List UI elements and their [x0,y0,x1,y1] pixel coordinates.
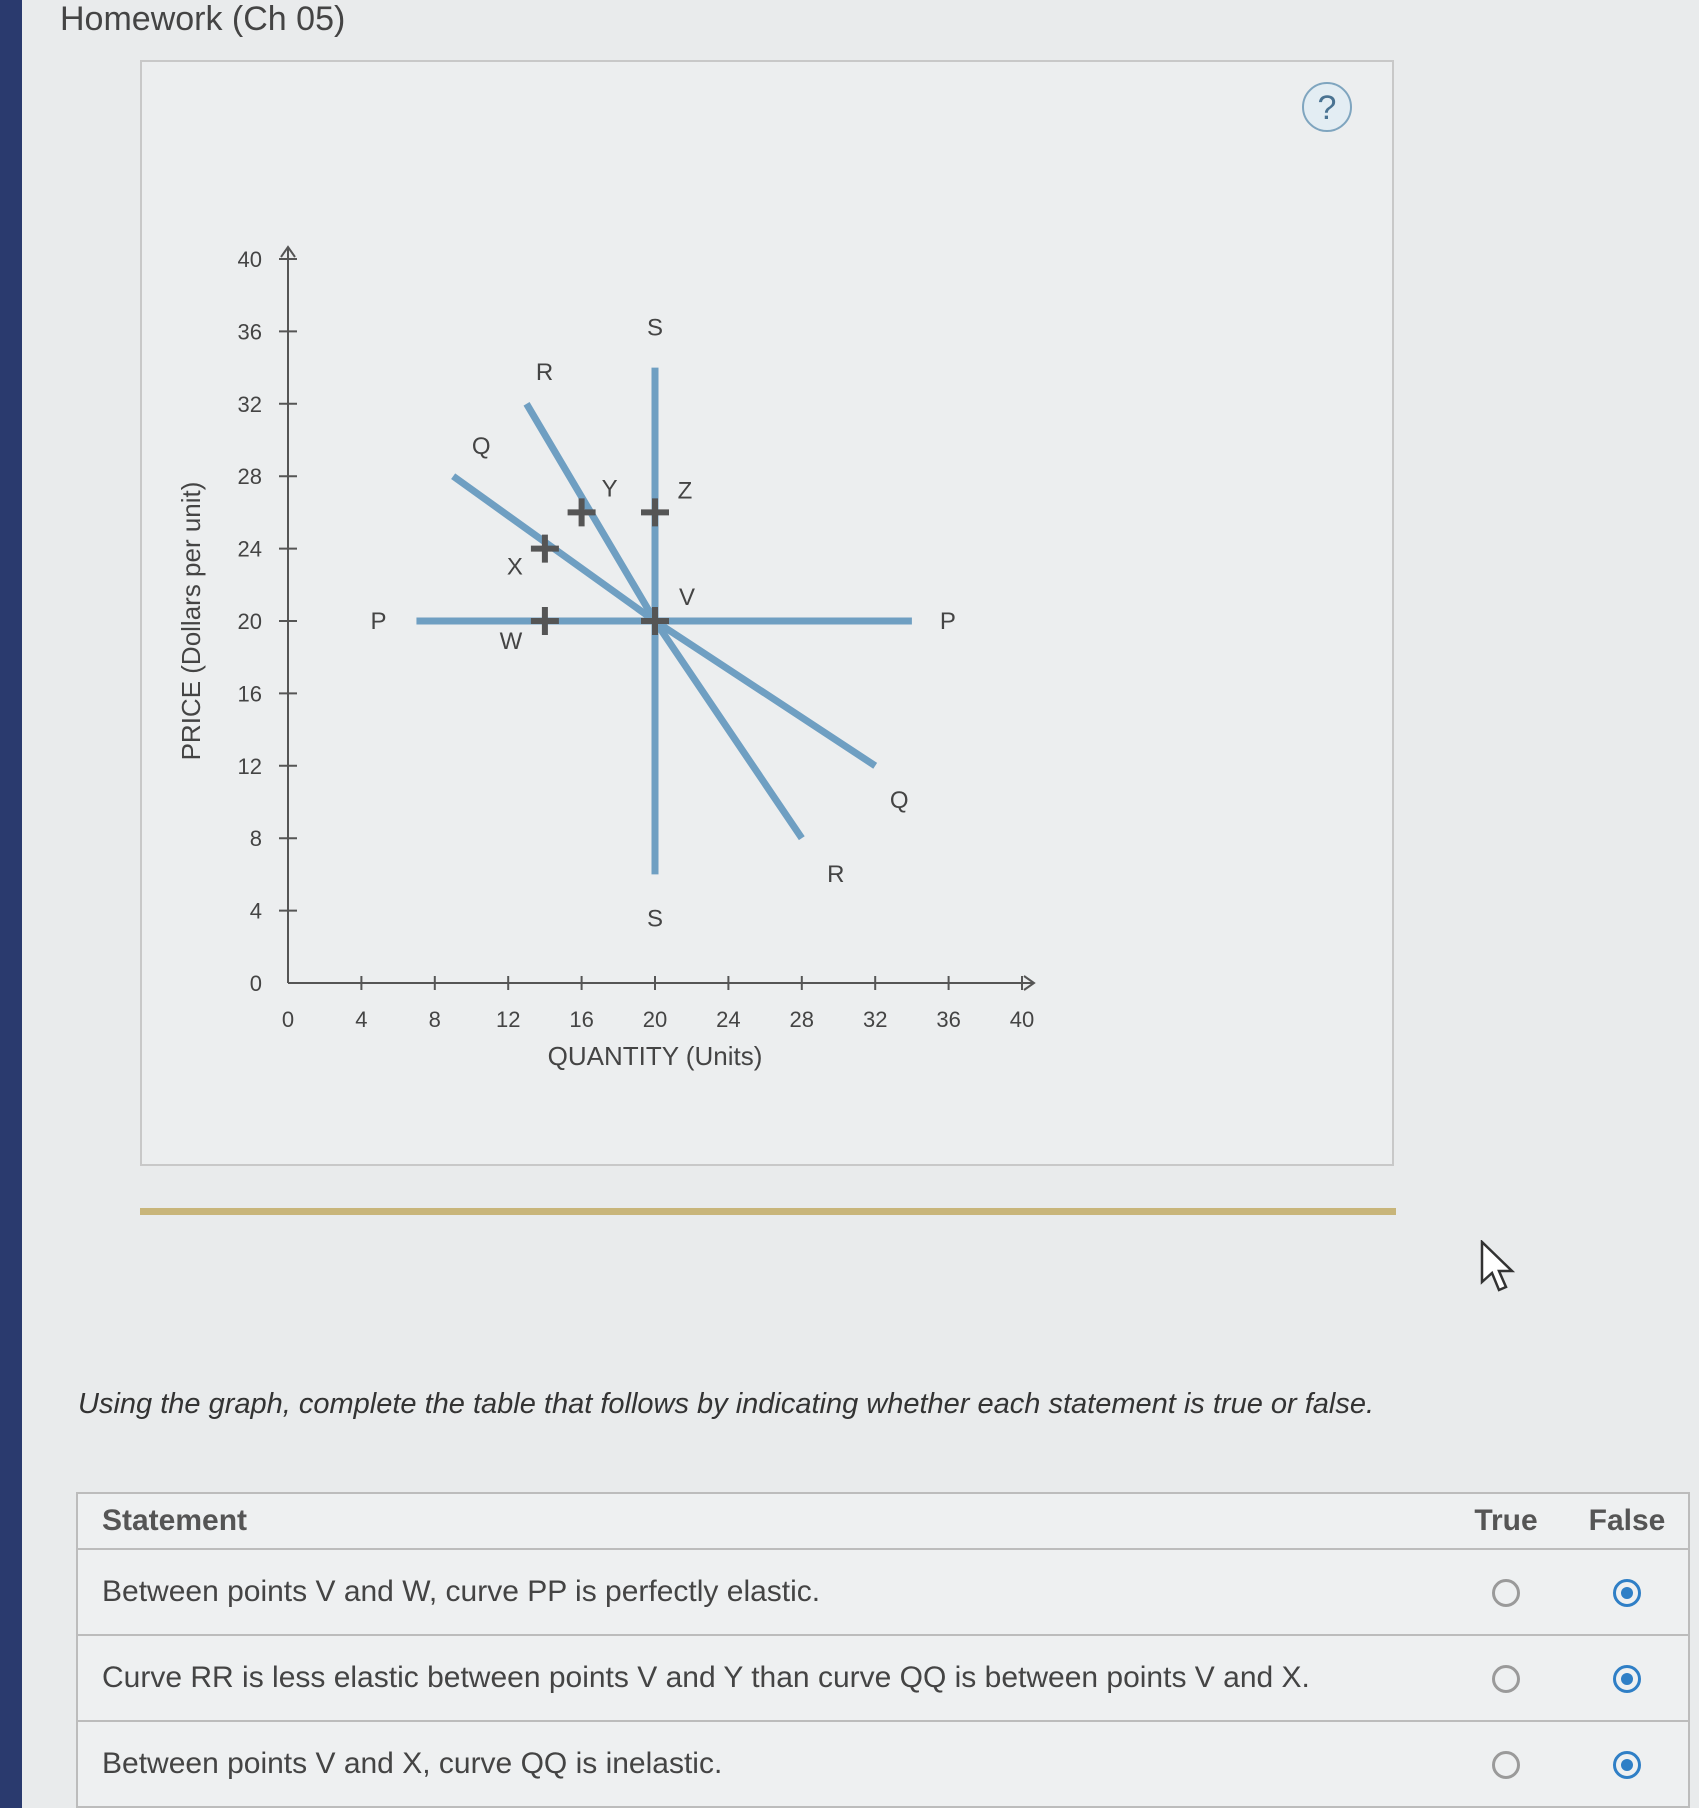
false-radio[interactable] [1613,1579,1641,1607]
x-tick-label: 4 [355,1007,368,1032]
false-header: False [1567,1493,1689,1549]
curve-label-start: Q [471,433,491,461]
x-tick-label: 28 [789,1007,815,1032]
true-header: True [1446,1493,1567,1549]
x-tick-label: 36 [936,1007,961,1032]
y-tick-label: 12 [237,753,262,779]
page-title: Homework (Ch 05) [60,0,346,38]
true-radio[interactable] [1492,1751,1520,1779]
false-radio[interactable] [1613,1751,1641,1779]
point-label: X [506,553,523,581]
x-tick-label: 40 [1009,1007,1035,1032]
help-button[interactable]: ? [1302,82,1352,132]
x-tick-label: 20 [642,1007,668,1032]
section-divider [140,1208,1396,1215]
statements-table [76,1492,1690,1808]
point-label: W [499,628,523,655]
y-tick-label: 16 [237,681,262,707]
point-marker-icon [568,498,596,526]
y-tick-label: 0 [249,971,262,996]
table-row [77,1635,1689,1721]
mouse-cursor-icon [1478,1240,1522,1301]
y-axis-label: PRICE (Dollars per unit) [176,481,206,761]
y-tick-label: 4 [249,898,262,924]
false-radio[interactable] [1613,1665,1641,1693]
y-tick-label: 8 [249,826,262,852]
x-tick-label: 16 [569,1007,594,1032]
curve-label-start: S [646,314,664,342]
x-axis-label: QUANTITY (Units) [547,1041,763,1071]
y-tick-label: 20 [237,609,262,634]
table-row [77,1549,1689,1635]
statement-text: Between points V and W, curve PP is perfectly elastic. [77,1549,1446,1635]
y-tick-label: 40 [237,247,262,272]
curve-label-end: P [939,608,956,635]
curve-label-end: Q [889,786,909,814]
statement-text: Curve RR is less elastic between points V and Y than curve QQ is between points V and X. [77,1635,1446,1721]
x-tick-label: 24 [716,1007,741,1032]
true-radio[interactable] [1492,1665,1520,1693]
curve-label-end: R [827,861,845,889]
point-marker-icon [531,607,559,635]
point-marker-icon [641,498,669,526]
statement-header: Statement [77,1493,1446,1549]
x-tick-label: 32 [862,1007,888,1032]
point-label: V [678,584,696,611]
point-label: Z [677,477,693,505]
x-tick-label: 12 [495,1007,521,1032]
y-tick-label: 24 [237,536,262,562]
statement-text: Between points V and X, curve QQ is inelastic. [77,1721,1446,1807]
table-header-row [77,1493,1689,1549]
table-row [77,1721,1689,1807]
curve-label-end: S [646,905,664,933]
y-tick-label: 36 [237,319,262,345]
y-tick-label: 32 [237,391,262,417]
curve-label-start: R [535,358,554,386]
instructions-text: Using the graph, complete the table that follows by indicating whether each statement is true or false. [78,1388,1375,1420]
x-tick-label: 8 [428,1007,441,1032]
y-tick-label: 28 [237,464,262,490]
x-tick-label: 0 [281,1007,295,1032]
true-radio[interactable] [1492,1579,1520,1607]
point-label: Y [601,475,618,503]
curve-label-start: P [370,608,387,635]
